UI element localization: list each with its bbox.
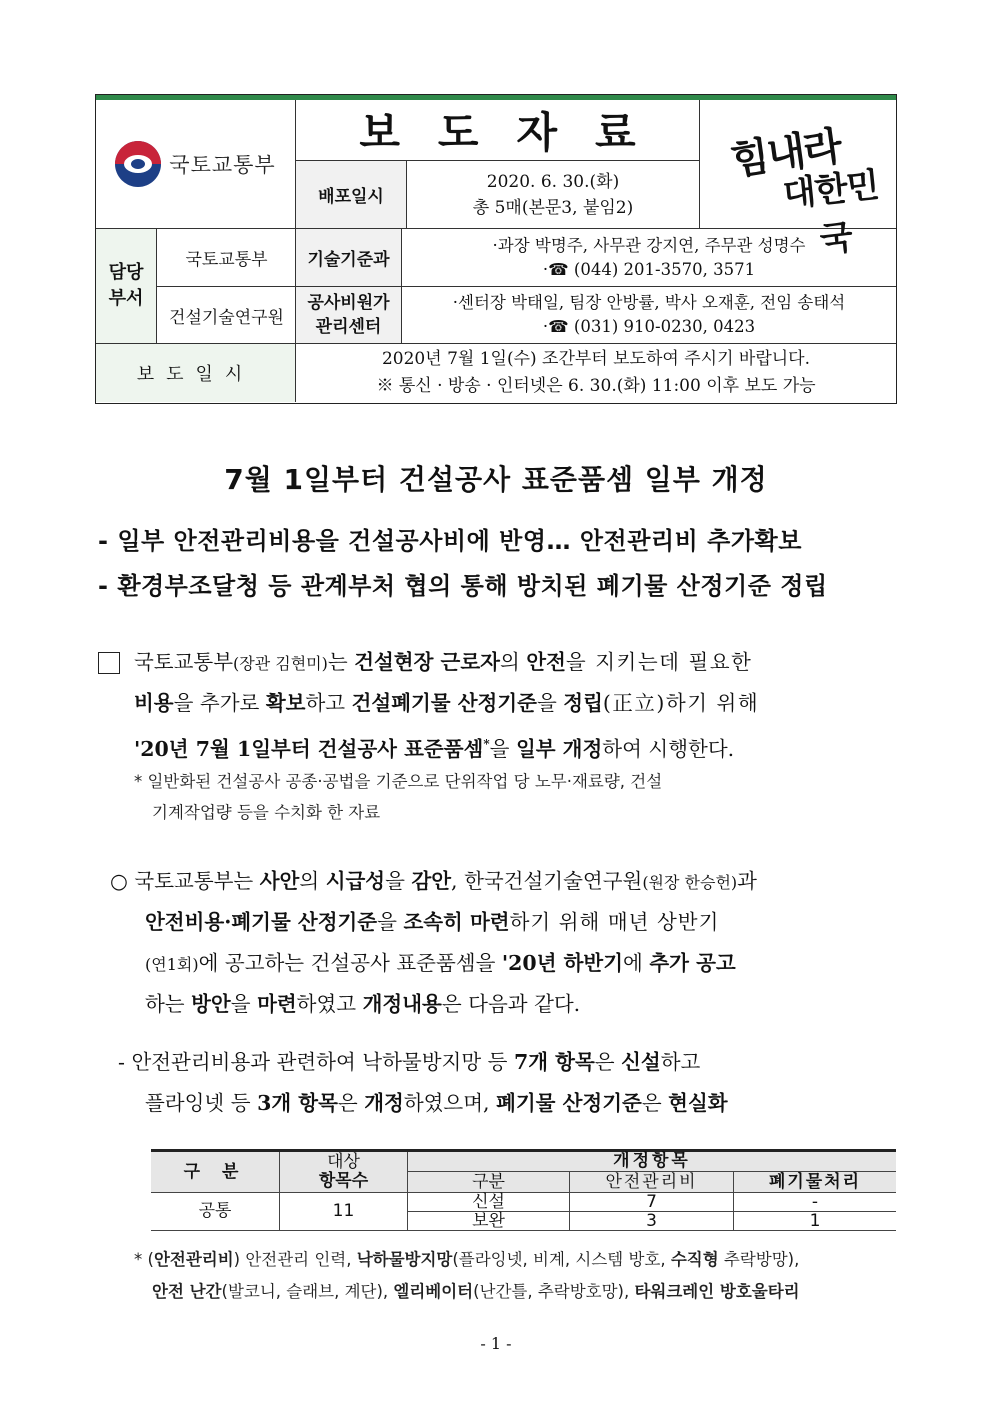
department-label xyxy=(96,229,156,343)
table-cell-category: 공통 xyxy=(198,1201,232,1221)
org-molit: 국토교통부 xyxy=(185,250,268,270)
table-line xyxy=(151,1230,896,1231)
release-line2: ※ 통신 · 방송 · 인터넷은 6. 30.(화) 11:00 이후 보도 가능 xyxy=(376,376,816,396)
revision-items-table xyxy=(151,1149,896,1231)
distribution-date: 2020. 6. 30.(화) xyxy=(486,171,620,192)
footnote-1-line-2: 기계작업량 등을 수치화 한 자료 xyxy=(152,803,381,822)
slogan-line2: 대한민국 xyxy=(781,165,881,261)
ministry-name: 국토교통부 xyxy=(169,153,276,177)
press-release-header xyxy=(95,94,897,404)
subheadline-1: - 일부 안전관리비용을 건설공사비에 반영… 안전관리비 추가확보 xyxy=(98,527,802,555)
release-label: 보도일시 xyxy=(96,344,295,402)
org-kict: 건설기술연구원 xyxy=(169,307,284,328)
subheadline-2: - 환경부조달청 등 관계부처 협의 통해 방치된 폐기물 산정기준 정립 xyxy=(98,572,828,600)
contact-kict xyxy=(402,287,896,343)
department-label-line1: 담당 xyxy=(108,262,144,283)
table-cell-type: 신설 xyxy=(472,1191,505,1212)
team-cost-center xyxy=(296,287,401,343)
table-subheader-waste: 폐기물처리 xyxy=(768,1171,862,1192)
department-label-line2: 부서 xyxy=(108,288,144,309)
paragraph-1-line-2: 비용을 추가로 확보하고 건설폐기물 산정기준을 정립(正立)하기 위해 xyxy=(134,691,760,715)
release-line1: 2020년 7월 1일(수) 조간부터 보도하여 주시기 바랍니다. xyxy=(381,349,810,369)
ministry-logo xyxy=(96,100,295,228)
table-cell-type: 보완 xyxy=(472,1210,505,1231)
table-cell-count: 11 xyxy=(332,1201,355,1221)
paragraph-1-line-1: 국토교통부(장관 김현미)는 건설현장 근로자의 안전을 지키는데 필요한 xyxy=(134,650,753,674)
checkbox-bullet-icon xyxy=(98,652,120,674)
paragraph-2-line-4: 하는 방안을 마련하였고 개정내용은 다음과 같다. xyxy=(145,992,581,1016)
distribution-pages: 총 5매(본문3, 붙임2) xyxy=(472,197,634,218)
paragraph-2-line-3: (연1회)에 공고하는 건설공사 표준품셈을 '20년 하반기에 추가 공고 xyxy=(145,951,736,975)
page-number: - 1 - xyxy=(480,1334,512,1353)
table-header-count-line1: 대상 xyxy=(327,1152,360,1172)
team-tech-standards: 기술기준과 xyxy=(296,229,401,286)
distribution-info xyxy=(407,161,699,228)
footnote-1-line-1: * 일반화된 건설공사 공종·공법을 기준으로 단위작업 당 노무·재료량, 건설 xyxy=(134,772,663,791)
contact-people: ·과장 박명주, 사무관 강지연, 주무관 성명수 xyxy=(492,235,806,255)
paragraph-3-line-2: 플라잉넷 등 3개 항목은 개정하였으며, 폐기물 산정기준은 현실화 xyxy=(145,1091,728,1115)
table-cell-waste: 1 xyxy=(809,1210,821,1231)
table-cell-waste: - xyxy=(811,1191,819,1212)
contact-phone: ·☎ (044) 201-3570, 3571 xyxy=(542,259,756,279)
contact-phone: ·☎ (031) 910-0230, 0423 xyxy=(542,317,756,336)
document-title: 보도자료 xyxy=(359,108,674,157)
slogan-logo xyxy=(700,100,896,261)
paragraph-1-line-3: '20년 7월 1일부터 건설공사 표준품셈*을 일부 개정하여 시행한다. xyxy=(134,736,735,761)
distribution-label: 배포일시 xyxy=(296,161,406,228)
paragraph-3-line-1: - 안전관리비용과 관련하여 낙하물방지망 등 7개 항목은 신설하고 xyxy=(118,1050,701,1074)
team-cost-center-line2: 관리센터 xyxy=(315,317,382,337)
table-header-group: 개정항목 xyxy=(613,1151,691,1171)
table-subheader-safety: 안전관리비 xyxy=(605,1171,698,1192)
table-cell-safety: 3 xyxy=(646,1210,657,1231)
table-header-count-line2: 항목수 xyxy=(318,1171,369,1191)
footnote-2-line-1: * (안전관리비) 안전관리 인력, 낙하물방지망(플라잉넷, 비계, 시스템 방호, 수직형 추락방망), xyxy=(134,1250,800,1269)
paragraph-2-line-1: ○ 국토교통부는 사안의 시급성을 감안, 한국건설기술연구원(원장 한승헌)과 xyxy=(110,869,757,893)
government-emblem-icon xyxy=(115,141,161,187)
table-subheader-type: 구분 xyxy=(472,1171,505,1192)
slogan-line1: 힘내라 xyxy=(727,123,844,185)
table-header-category: 구 분 xyxy=(183,1161,247,1182)
footnote-2-line-2: 안전 난간(발코니, 슬래브, 계단), 엘리베이터(난간틀, 추락방호망), 타워크레인 방호울타리 xyxy=(152,1282,800,1301)
table-header-count xyxy=(280,1152,407,1192)
team-cost-center-line1: 공사비원가 xyxy=(307,293,390,313)
release-info xyxy=(296,344,896,402)
headline: 7월 1일부터 건설공사 표준품셈 일부 개정 xyxy=(224,463,768,496)
contact-molit xyxy=(402,229,896,286)
table-cell-safety: 7 xyxy=(646,1191,657,1212)
paragraph-2-line-2: 안전비용·폐기물 산정기준을 조속히 마련하기 위해 매년 상반기 xyxy=(145,910,720,934)
contact-people: ·센터장 박태일, 팀장 안방률, 박사 오재훈, 전임 송태석 xyxy=(452,293,846,312)
